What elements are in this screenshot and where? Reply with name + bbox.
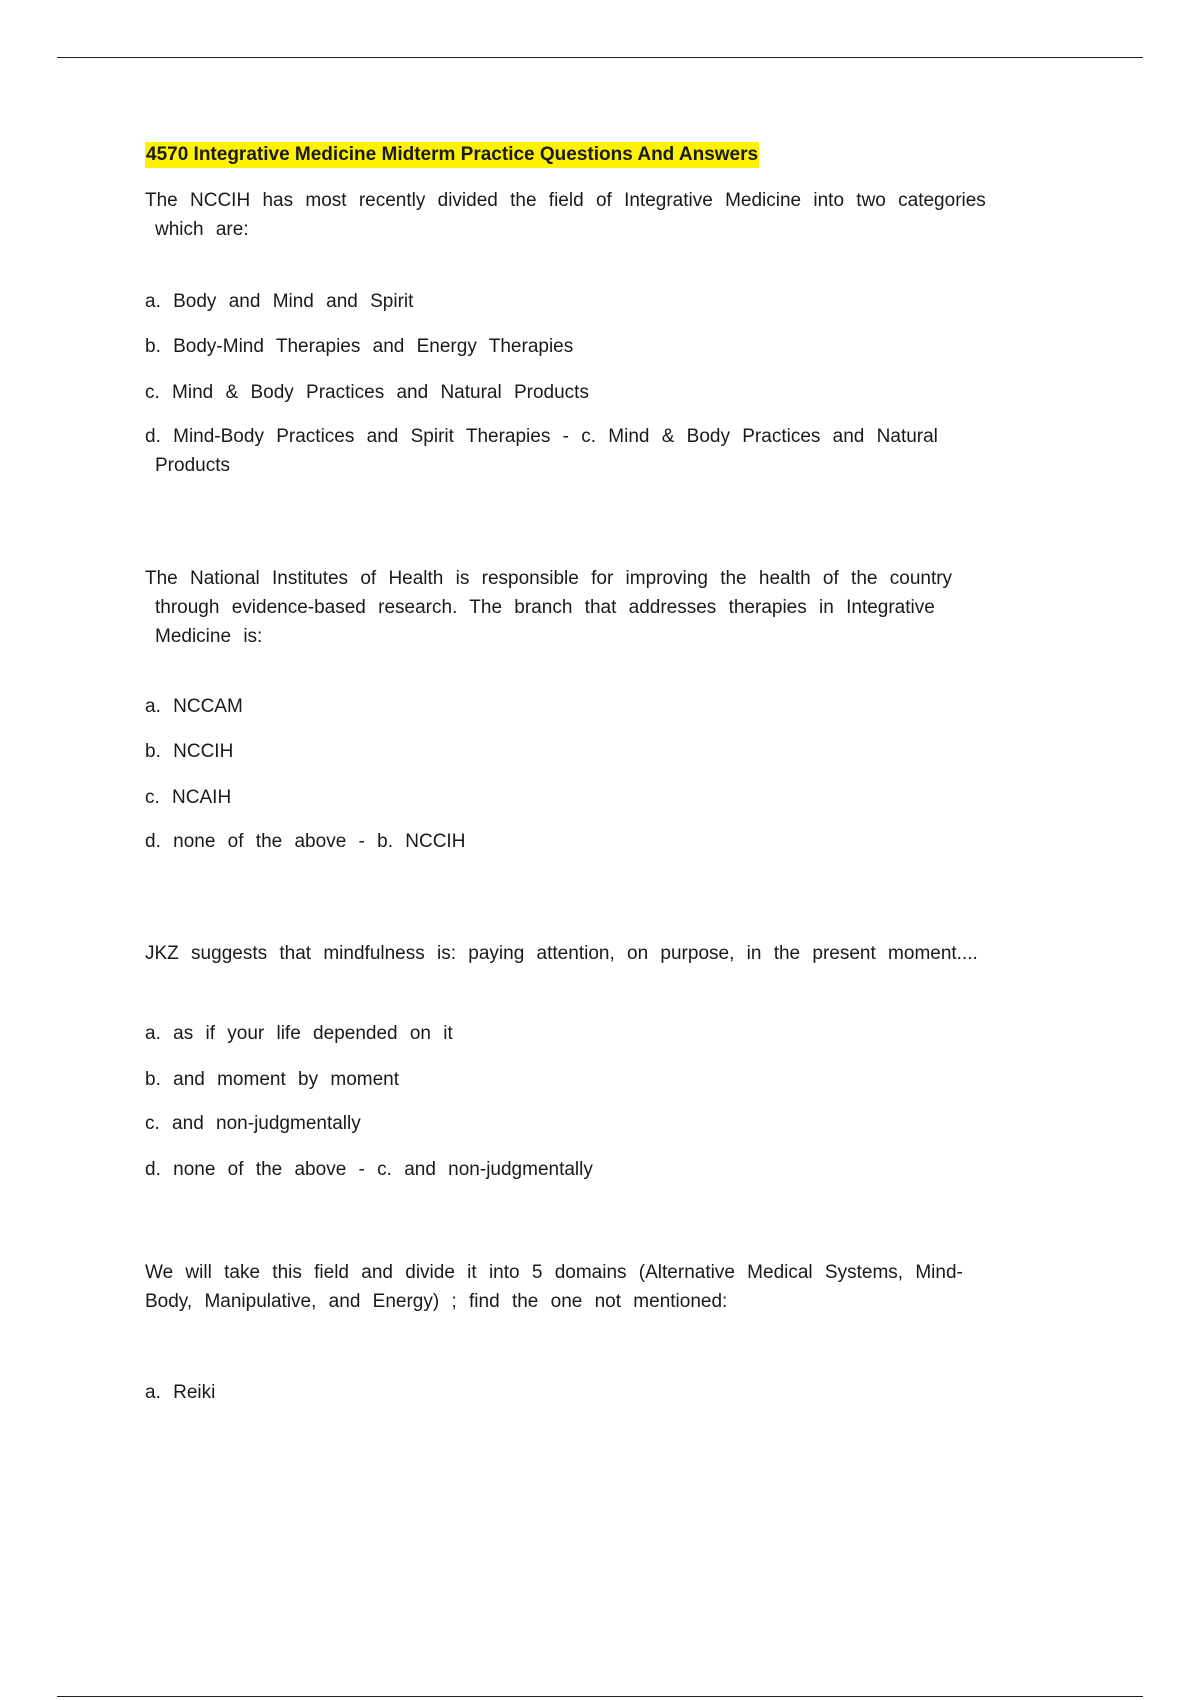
option-line: b. Body-Mind Therapies and Energy Therapies [145, 336, 574, 357]
footer-rule [57, 1696, 1143, 1697]
stem-line: Body, Manipulative, and Energy) ; find the one not mentioned: [145, 1291, 728, 1312]
document-page [145, 142, 1085, 1403]
question-3 [145, 939, 1085, 968]
question-stem [145, 939, 1085, 968]
option-a [145, 287, 413, 316]
option-a [145, 692, 243, 721]
option-a [145, 1019, 453, 1048]
option-line: b. and moment by moment [145, 1069, 399, 1090]
option-line: a. as if your life depended on it [145, 1023, 453, 1044]
stem-line: The National Institutes of Health is responsible for improving the health of the country [145, 568, 953, 589]
stem-line: which are: [155, 219, 249, 240]
stem-line: We will take this field and divide it into 5 domains (Alternative Medical Systems, Mind- [145, 1262, 963, 1283]
document-title: 4570 Integrative Medicine Midterm Practice Questions And Answers [145, 142, 759, 168]
question-stem [145, 1258, 1085, 1316]
option-line: a. Reiki [145, 1382, 216, 1403]
option-c [145, 378, 589, 407]
option-c [145, 1109, 361, 1138]
question-1 [145, 186, 1085, 244]
option-b [145, 737, 233, 766]
option-line: c. Mind & Body Practices and Natural Products [145, 382, 589, 403]
option-line: d. none of the above - c. and non-judgmentally [145, 1159, 593, 1180]
question-4 [145, 1258, 1085, 1316]
stem-line: through evidence-based research. The branch that addresses therapies in Integrative [155, 597, 935, 618]
option-c [145, 783, 231, 812]
question-stem [145, 564, 1065, 651]
question-2 [145, 564, 1065, 651]
option-line: Products [155, 455, 230, 476]
question-stem [145, 186, 1085, 244]
option-d-with-answer [145, 827, 465, 856]
header-rule [57, 57, 1143, 58]
option-line: d. none of the above - b. NCCIH [145, 831, 466, 852]
option-line: c. and non-judgmentally [145, 1113, 361, 1134]
option-d-with-answer [145, 422, 1045, 480]
option-line: a. Body and Mind and Spirit [145, 291, 414, 312]
option-line: a. NCCAM [145, 696, 243, 717]
option-line: d. Mind-Body Practices and Spirit Therapies - c. Mind & Body Practices and Natural [145, 426, 938, 447]
option-b [145, 1065, 399, 1094]
option-line: b. NCCIH [145, 741, 234, 762]
option-d-with-answer [145, 1155, 593, 1184]
option-b [145, 332, 573, 361]
option-line: c. NCAIH [145, 787, 232, 808]
stem-line: The NCCIH has most recently divided the field of Integrative Medicine into two categories [145, 190, 986, 211]
stem-line: JKZ suggests that mindfulness is: paying attention, on purpose, in the present moment.... [145, 943, 978, 964]
option-a [145, 1378, 215, 1407]
stem-line: Medicine is: [155, 626, 263, 647]
